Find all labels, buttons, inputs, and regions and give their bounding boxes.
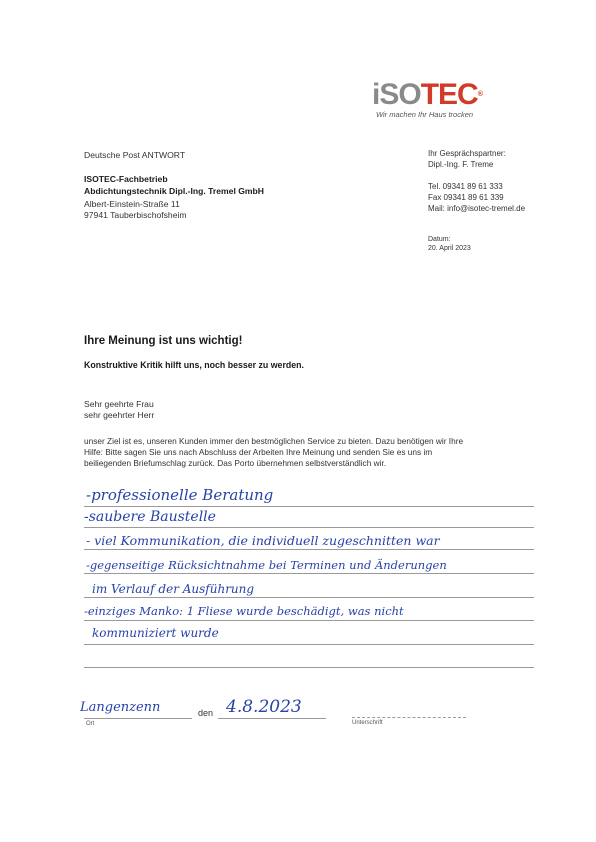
date-label: Datum: [428, 236, 451, 243]
answer-line [84, 506, 534, 507]
handwritten-feedback-line: -professionelle Beratung [86, 486, 274, 504]
answer-line [84, 527, 534, 528]
contact-tel: Tel. 09341 89 61 333 [428, 182, 503, 191]
postal-service-label: Deutsche Post ANTWORT [84, 150, 186, 160]
page-title: Ihre Meinung ist uns wichtig! [84, 335, 243, 347]
handwritten-feedback-line: - viel Kommunikation, die individuell zugeschnitten war [86, 533, 440, 548]
answer-line [84, 667, 534, 668]
answer-line [84, 573, 534, 574]
recipient-city: 97941 Tauberbischofsheim [84, 210, 187, 220]
signature-label: Unterschrift [352, 720, 383, 726]
answer-line [84, 644, 534, 645]
handwritten-feedback-line: kommuniziert wurde [92, 626, 219, 640]
logo-registered-mark: ® [477, 91, 482, 98]
contact-label: Ihr Gesprächspartner: [428, 149, 506, 158]
recipient-street: Albert-Einstein-Straße 11 [84, 199, 180, 209]
logo-part-iso: iSO [372, 78, 421, 111]
place-line [84, 718, 192, 719]
recipient-company-line2: Abdichtungstechnik Dipl.-Ing. Tremel GmbH [84, 186, 265, 196]
recipient-company-line1: ISOTEC-Fachbetrieb [84, 174, 168, 184]
answer-line [84, 549, 534, 550]
answer-line [84, 597, 534, 598]
intro-paragraph-line1: unser Ziel ist es, unseren Kunden immer den bestmöglichen Service zu bieten. Dazu benötigen wir Ihre [84, 436, 464, 446]
handwritten-feedback-line: im Verlauf der Ausführung [92, 582, 255, 596]
contact-fax: Fax 09341 89 61 339 [428, 193, 504, 202]
handwritten-feedback-line: -saubere Baustelle [84, 509, 216, 525]
signature-line [352, 717, 466, 718]
date-line [218, 718, 326, 719]
answer-line [84, 620, 534, 621]
logo-part-tec: TEC [420, 78, 478, 111]
contact-name: Dipl.-Ing. F. Treme [428, 160, 494, 169]
date-connector: den [198, 708, 214, 718]
letter-date: 20. April 2023 [428, 245, 471, 252]
handwritten-feedback-line: -einziges Manko: 1 Fliese wurde beschädigt, was nicht [84, 604, 404, 618]
salutation-female: Sehr geehrte Frau [84, 399, 154, 409]
contact-mail: Mail: info@isotec-tremel.de [428, 204, 526, 213]
handwritten-date: 4.8.2023 [226, 697, 302, 717]
intro-paragraph-line2: Hilfe: Bitte sagen Sie uns nach Abschluss der Arbeiten Ihre Meinung und senden Sie es uns im [84, 447, 433, 457]
handwritten-feedback-line: -gegenseitige Rücksichtnahme bei Terminen und Änderungen [86, 558, 447, 572]
handwritten-place: Langenzenn [80, 700, 161, 715]
place-label: Ort [86, 721, 95, 727]
salutation-male: sehr geehrter Herr [84, 410, 155, 420]
logo-tagline: Wir machen Ihr Haus trocken [376, 110, 474, 119]
logo-wordmark [372, 78, 482, 111]
page-subtitle: Konstruktive Kritik hilft uns, noch besser zu werden. [84, 360, 304, 370]
intro-paragraph-line3: beiliegenden Briefumschlag zurück. Das Porto übernehmen selbstverständlich wir. [84, 458, 387, 468]
